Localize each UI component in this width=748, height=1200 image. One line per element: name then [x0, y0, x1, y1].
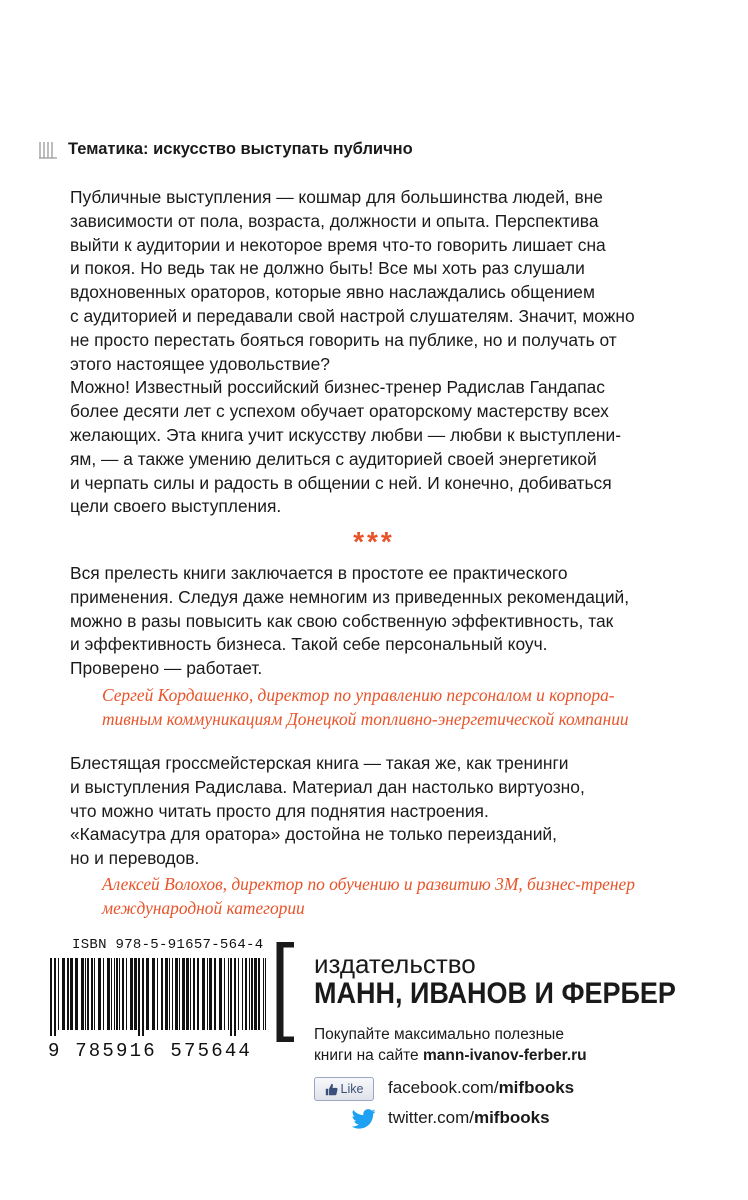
- barcode-bar: [230, 958, 232, 1036]
- barcode-bar: [186, 958, 189, 1030]
- intro-line: этого настоящее удовольствие?: [70, 353, 330, 374]
- intro-line: зависимости от пола, возраста, должности и опыта. Перспектива: [70, 210, 599, 231]
- barcode-bar: [98, 958, 101, 1030]
- barcode-bar: [179, 958, 180, 1030]
- barcode-bar: [58, 958, 59, 1030]
- intro-line: и покоя. Но ведь так не должно быть! Все мы хоть раз слушали: [70, 258, 585, 279]
- facebook-handle: mifbooks: [498, 1078, 575, 1097]
- twitter-link[interactable]: [388, 1108, 550, 1128]
- book-stack-icon: [38, 141, 58, 159]
- barcode-bar: [111, 958, 112, 1030]
- publisher-name: МАНН, ИВАНОВ И ФЕРБЕР: [314, 977, 676, 1010]
- intro-line: Публичные выступления — кошмар для большинства людей, вне: [70, 187, 603, 207]
- barcode-bar: [169, 958, 170, 1030]
- barcode-bar: [197, 958, 199, 1030]
- barcode-bar: [130, 958, 133, 1030]
- barcode-bar: [146, 958, 149, 1030]
- barcode-bar: [134, 958, 137, 1030]
- promo-prefix: книги на сайте: [314, 1047, 423, 1064]
- barcode: [48, 958, 270, 1036]
- author-line: международной категории: [102, 897, 305, 918]
- barcode-bar: [190, 958, 191, 1030]
- barcode-bar: [224, 958, 225, 1030]
- author-line: Алексей Волохов, директор по обучению и развитию 3M, бизнес-тренер: [102, 874, 635, 894]
- barcode-bar: [91, 958, 93, 1030]
- publisher-site-link[interactable]: mann-ivanov-ferber.ru: [422, 1047, 587, 1064]
- intro-line: выйти к аудитории и некоторое время что-то говорить лишает сна: [70, 234, 606, 255]
- barcode-bar: [122, 958, 124, 1030]
- barcode-bar: [202, 958, 205, 1030]
- barcode-bar: [67, 958, 69, 1030]
- barcode-bar: [263, 958, 264, 1030]
- review-line: Вся прелесть книги заключается в простоте ее практического: [70, 563, 568, 583]
- barcode-bar: [249, 958, 250, 1030]
- review-1-author: [102, 684, 629, 732]
- barcode-bar: [157, 958, 158, 1030]
- publisher-promo: [314, 1024, 587, 1066]
- barcode-digits: 9 785916 575644: [48, 1040, 253, 1062]
- review-2-author: [102, 873, 635, 921]
- barcode-bar: [81, 958, 84, 1030]
- barcode-bar: [234, 958, 236, 1036]
- review-line: что можно читать просто для поднятия настроения.: [70, 800, 489, 821]
- barcode-bar: [152, 958, 155, 1030]
- barcode-bar: [238, 958, 239, 1030]
- intro-line: ям, — а также умению делиться с аудиторией своей энергетикой: [70, 448, 597, 469]
- promo-line-1: Покупайте максимально полезные: [314, 1026, 564, 1043]
- barcode-bar: [165, 958, 168, 1030]
- review-line: Блестящая гроссмейстерская книга — такая же, как тренинги: [70, 753, 569, 773]
- review-1-text: [70, 562, 700, 681]
- bracket-icon: [276, 942, 296, 1042]
- intro-line: желающих. Эта книга учит искусству любви — любви к выступлени-: [70, 424, 622, 445]
- intro-line: и черпать силы и радость в общении с ней. И конечно, добиваться: [70, 472, 612, 493]
- barcode-bar: [161, 958, 163, 1030]
- barcode-bar: [182, 958, 185, 1030]
- intro-line: с аудиторией и передавали свой настрой слушателям. Значит, можно: [70, 305, 635, 326]
- intro-line: вдохновенных ораторов, которые явно наслаждались общением: [70, 282, 595, 303]
- intro-line: более десяти лет с успехом обучает ораторскому мастерству всех: [70, 401, 609, 422]
- topic-label: Тематика: искусство выступать публично: [68, 140, 413, 158]
- barcode-bar: [54, 958, 56, 1036]
- twitter-prefix: twitter.com/: [388, 1108, 474, 1127]
- barcode-bar: [50, 958, 52, 1036]
- barcode-bar: [219, 958, 222, 1030]
- review-line: и эффективность бизнеса. Такой себе персональный коуч.: [70, 634, 548, 655]
- intro-paragraph: [70, 186, 700, 519]
- section-separator: ***: [353, 526, 395, 557]
- facebook-prefix: facebook.com/: [388, 1078, 499, 1097]
- barcode-bar: [245, 958, 247, 1030]
- barcode-bar: [265, 958, 266, 1030]
- barcode-bar: [209, 958, 212, 1030]
- barcode-bar: [228, 958, 229, 1030]
- barcode-bar: [94, 958, 95, 1030]
- barcode-bar: [114, 958, 115, 1030]
- barcode-bar: [207, 958, 208, 1030]
- barcode-bar: [193, 958, 195, 1030]
- like-label: Like: [340, 1082, 364, 1096]
- barcode-bar: [62, 958, 65, 1030]
- barcode-bar: [116, 958, 118, 1030]
- publisher-label: издательство: [314, 949, 476, 979]
- barcode-bar: [258, 958, 260, 1030]
- thumbs-up-icon: [325, 1083, 338, 1096]
- facebook-link[interactable]: [388, 1078, 574, 1098]
- intro-line: цели своего выступления.: [70, 496, 282, 517]
- barcode-bar: [175, 958, 178, 1030]
- topic-line: [38, 140, 413, 159]
- intro-line: не просто перестать бояться говорить на публике, но и получать от: [70, 329, 617, 350]
- barcode-bar: [75, 958, 78, 1030]
- barcode-bar: [103, 958, 104, 1030]
- barcode-bar: [172, 958, 173, 1030]
- barcode-bar: [254, 958, 257, 1030]
- isbn-label: ISBN 978-5-91657-564-4: [72, 937, 264, 953]
- barcode-bar: [85, 958, 86, 1030]
- review-line: можно в разы повысить как свою собственную эффективность, так: [70, 610, 614, 631]
- review-line: «Камасутра для оратора» достойна не только переизданий,: [70, 824, 557, 845]
- review-2-text: [70, 752, 700, 871]
- barcode-bar: [119, 958, 120, 1030]
- barcode-bar: [87, 958, 89, 1030]
- review-line: Проверено — работает.: [70, 658, 263, 679]
- promo-line-2: [314, 1045, 587, 1066]
- twitter-handle: mifbooks: [473, 1108, 550, 1127]
- barcode-bar: [251, 958, 253, 1030]
- author-line: тивным коммуникациям Донецкой топливно-энергетической компании: [102, 708, 629, 729]
- author-line: Сергей Кордашенко, директор по управлению персоналом и корпора-: [102, 685, 615, 705]
- barcode-bar: [107, 958, 110, 1030]
- barcode-bar: [214, 958, 216, 1030]
- intro-line: Можно! Известный российский бизнес-тренер Радислав Гандапас: [70, 377, 605, 398]
- review-line: применения. Следуя даже немногим из приведенных рекомендаций,: [70, 586, 630, 607]
- barcode-bar: [242, 958, 243, 1030]
- review-line: и выступления Радислава. Материал дан настолько виртуозно,: [70, 776, 585, 797]
- barcode-bar: [142, 958, 144, 1036]
- barcode-bar: [138, 958, 140, 1036]
- facebook-like-button[interactable]: [314, 1077, 374, 1101]
- barcode-bar: [126, 958, 127, 1030]
- twitter-bird-icon[interactable]: [352, 1109, 376, 1129]
- review-line: но и переводов.: [70, 848, 200, 869]
- barcode-bar: [70, 958, 73, 1030]
